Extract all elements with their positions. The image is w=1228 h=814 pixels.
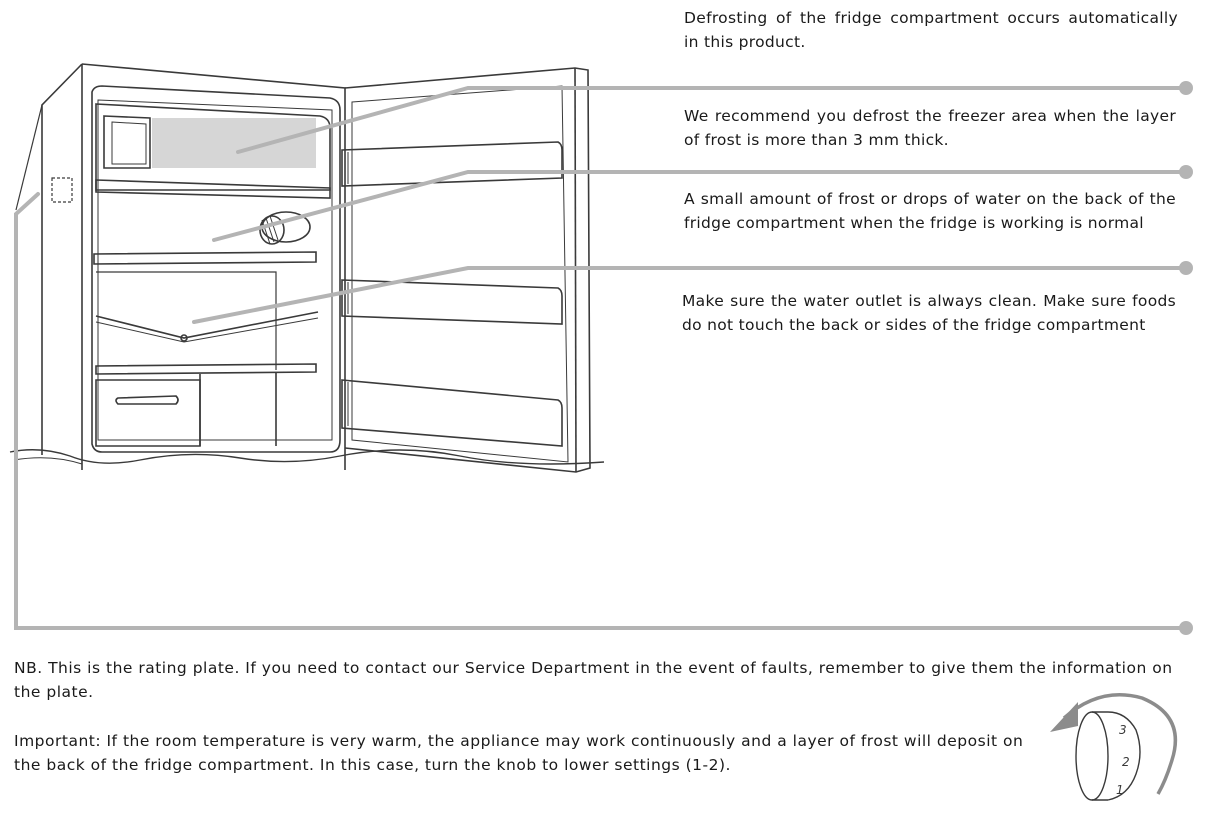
knob-setting-3: 3 — [1119, 723, 1127, 737]
rating-plate-note: NB. This is the rating plate. If you need to contact our Service Department in the event of faults, remember to give them the information on the plate. — [14, 659, 1173, 701]
note-water-outlet: Make sure the water outlet is always clean. Make sure foods do not touch the back or sides of the fridge compartment — [682, 292, 1176, 334]
leader-lines — [16, 88, 1186, 628]
note-frost-normal: A small amount of frost or drops of water on the back of the fridge compartment when the fridge is working is normal — [684, 190, 1176, 232]
thermostat-knob-icon — [1050, 695, 1175, 800]
note-freezer-defrost: We recommend you defrost the freezer area when the layer of frost is more than 3 mm thick. — [684, 107, 1176, 149]
leader-dots — [1179, 81, 1193, 635]
knob-setting-1: 1 — [1116, 783, 1124, 797]
important-note: Important: If the room temperature is very warm, the appliance may work continuously and a layer of frost will deposit on the back of the fridge compartment. In this case, turn the knob to lower settings (1-2). — [14, 732, 1024, 774]
note-auto-defrost: Defrosting of the fridge compartment occurs automatically in this product. — [684, 9, 1178, 51]
leader-line-rating-plate — [16, 194, 1186, 628]
knob-setting-2: 2 — [1122, 755, 1130, 769]
